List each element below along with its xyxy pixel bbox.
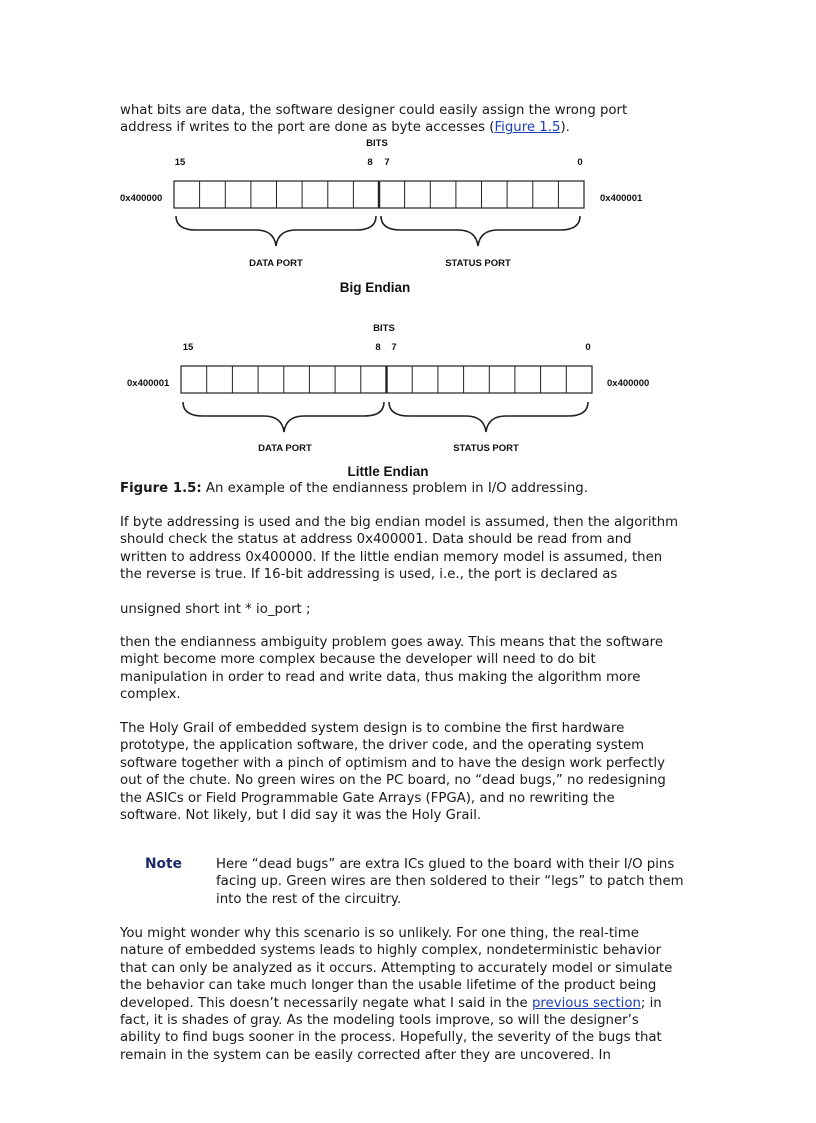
little-endian-bit-0: 0 [585, 342, 591, 353]
big-endian-title: Big Endian [339, 280, 411, 295]
little-endian-bits-header: BITS [373, 323, 395, 334]
previous-section-link[interactable]: previous section [531, 995, 641, 1011]
paragraph-unlikely-scenario [120, 925, 680, 1064]
big-endian-data-brace [176, 216, 376, 246]
little-endian-bit-8: 8 [375, 342, 381, 353]
big-endian-right-address: 0x400001 [600, 193, 643, 204]
little-endian-left-address: 0x400001 [127, 378, 170, 389]
intro-text-end: ). [560, 120, 570, 136]
big-endian-bits-header: BITS [366, 138, 388, 149]
big-endian-diagram [120, 138, 643, 295]
little-endian-data-brace [183, 402, 384, 432]
big-endian-bit-8: 8 [367, 157, 373, 168]
little-endian-diagram [127, 323, 649, 479]
paragraph-holy-grail: The Holy Grail of embedded system design is to combine the first hardware prototype, the application software, the driver code, and the operating system software together with a pinch of optimism and to have the design work perfectly out of the chute. No green wires on the PC board, no “dead bugs,” no redesigning the ASICs or Field Programmable Gate Arrays (FPGA), and no rewriting the software. Not likely, but I did say it was the Holy Grail. [120, 721, 666, 824]
endianness-figure [0, 0, 816, 480]
little-endian-data-port-label: DATA PORT [258, 443, 312, 454]
big-endian-bit-0: 0 [577, 157, 583, 168]
paragraph-endianness-ambiguity: then the endianness ambiguity problem goes away. This means that the software might become more complex because the developer will need to do bit manipulation in order to read and write data, thus making the algorithm more complex. [120, 635, 664, 703]
little-endian-bit-15: 15 [182, 342, 194, 353]
little-endian-title: Little Endian [347, 464, 429, 479]
big-endian-left-address: 0x400000 [120, 193, 163, 204]
figure-caption-text: An example of the endianness problem in I/O addressing. [201, 481, 588, 496]
note-text: Here “dead bugs” are extra ICs glued to the board with their I/O pins facing up. Green wires are then soldered to their “legs” to patch them into the rest of the circuitry. [216, 857, 684, 907]
figure-caption [120, 480, 588, 497]
big-endian-bit-register [174, 181, 584, 208]
figure-1-5-link[interactable]: Figure 1.5 [494, 120, 561, 136]
little-endian-bit-register [181, 366, 592, 393]
big-endian-bit-15: 15 [174, 157, 186, 168]
little-endian-right-address: 0x400000 [607, 378, 650, 389]
big-endian-bit-7: 7 [384, 157, 390, 168]
big-endian-status-port-label: STATUS PORT [445, 258, 511, 269]
paragraph-unlikely-text: You might wonder why this scenario is so unlikely. For one thing, the real-time nature of embedded systems leads to highly complex, nondeterministic behavior that can only be analyzed as it occurs. Attempting to accurately model or simulate the behavior can take much longer than the usable lifetime of the product being developed. This doesn’t necessarily negate what I said in the [120, 926, 673, 1011]
little-endian-bit-7: 7 [391, 342, 397, 353]
code-line: unsigned short int * io_port ; [120, 602, 311, 617]
paragraph-byte-addressing: If byte addressing is used and the big endian model is assumed, then the algorithm should check the status at address 0x400001. Data should be read from and written to address 0x400000. If the little endian memory model is assumed, then the reverse is true. If 16-bit addressing is used, i.e., the port is declared as [120, 515, 679, 583]
intro-text: what bits are data, the software designer could easily assign the wrong port address if writes to the port are done as byte accesses ( [120, 103, 628, 136]
big-endian-data-port-label: DATA PORT [249, 258, 303, 269]
note-label: Note [145, 856, 182, 872]
paragraph-unlikely-text-end: ; in fact, it is shades of gray. As the modeling tools improve, so will the designer’s ability to find bugs sooner in the process. Hopefully, the severity of the bugs that remain in the system can be easily corrected after they are uncovered. In [120, 995, 662, 1063]
big-endian-status-brace [381, 216, 580, 246]
little-endian-status-brace [389, 402, 588, 432]
little-endian-status-port-label: STATUS PORT [453, 443, 519, 454]
figure-caption-label: Figure 1.5: [120, 481, 202, 496]
